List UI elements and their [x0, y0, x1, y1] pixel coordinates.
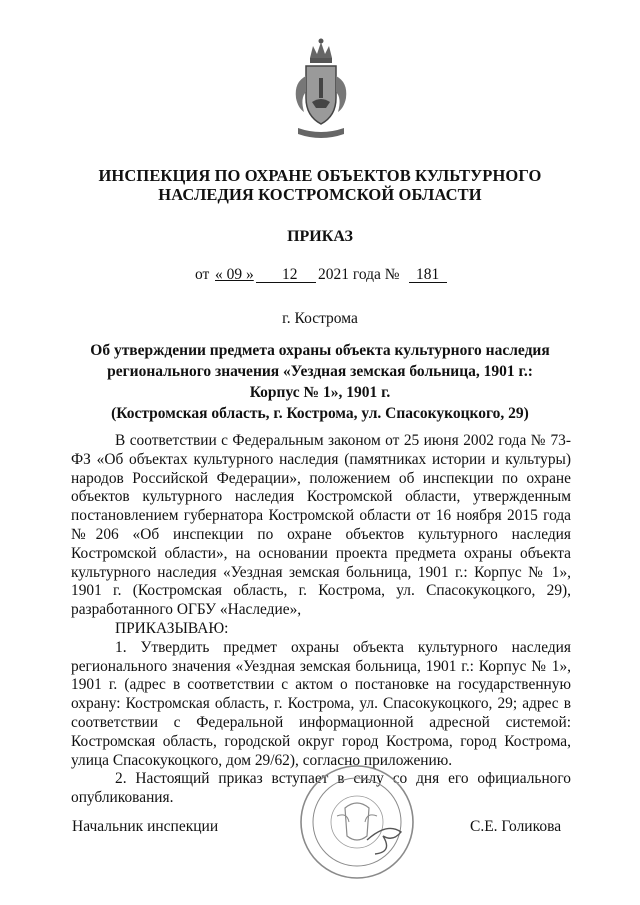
date-month: 12	[282, 266, 298, 283]
organization-name	[60, 166, 580, 204]
order-body	[71, 432, 571, 808]
date-from-label: от	[195, 266, 210, 283]
signatory-position: Начальник инспекции	[72, 818, 219, 835]
preamble-paragraph: В соответствии с Федеральным законом от 25 июня 2002 года № 73-ФЗ «Об объектах культурного наследия (памятниках истории и культуры) народов Российской Федерации», положением об инспекции по охране объектов культурного наследия Костромской области, утвержденным постановлением губернатора Костромской области от 16 ноября 2015 года №206 «Об инспекции по охране объектов культурного наследия Костромской области», на основании проекта предмета охраны объекта культурного наследия «Уездная земская больница, 1901 г.: Корпус № 1», 1901 г. (Костромская область, г. Кострома, ул. Спасокукоцкого, 29), разработанного ОГБУ «Наследие»,	[71, 432, 571, 619]
decree-word: ПРИКАЗЫВАЮ:	[115, 619, 229, 637]
document-title: ПРИКАЗ	[287, 228, 353, 245]
signatory-name: С.Е. Голикова	[470, 818, 562, 835]
subject-line-1: Об утверждении предмета охраны объекта культурного наследия	[90, 342, 550, 359]
order-subject	[50, 340, 590, 424]
order-item-2: 2. Настоящий приказ вступает в силу со дня его официального опубликования.	[71, 770, 571, 807]
date-year: 2021 года №	[318, 266, 400, 283]
organization-line-1: ИНСПЕКЦИЯ ПО ОХРАНЕ ОБЪЕКТОВ КУЛЬТУРНОГО	[98, 166, 542, 185]
order-number: 181	[416, 266, 440, 283]
subject-line-4: (Костромская область, г. Кострома, ул. Спасокукоцкого, 29)	[111, 405, 529, 422]
organization-line-2: НАСЛЕДИЯ КОСТРОМСКОЙ ОБЛАСТИ	[158, 185, 482, 204]
subject-line-3: Корпус № 1», 1901 г.	[249, 384, 391, 401]
city-name: г. Кострома	[282, 310, 358, 327]
coat-of-arms-emblem	[290, 36, 352, 146]
order-item-1: 1. Утвердить предмет охраны объекта культурного наследия регионального значения «Уездная земская больница, 1901 г.: Корпус № 1», 1901 г. (адрес в соответствии с актом о постановке на государственную охрану: Костромская область, г. Кострома, ул. Спасокукоцкого, 29; адрес в соответствии с Федеральной информационной адресной системой: Костромская область, городской округ город Кострома, город Кострома, улица Спасокукоцкого, дом 29/62), согласно приложению.	[71, 638, 571, 769]
subject-line-2: регионального значения «Уездная земская больница, 1901 г.:	[107, 363, 533, 380]
date-day: « 09 »	[215, 266, 254, 283]
official-seal-stamp	[297, 762, 417, 882]
